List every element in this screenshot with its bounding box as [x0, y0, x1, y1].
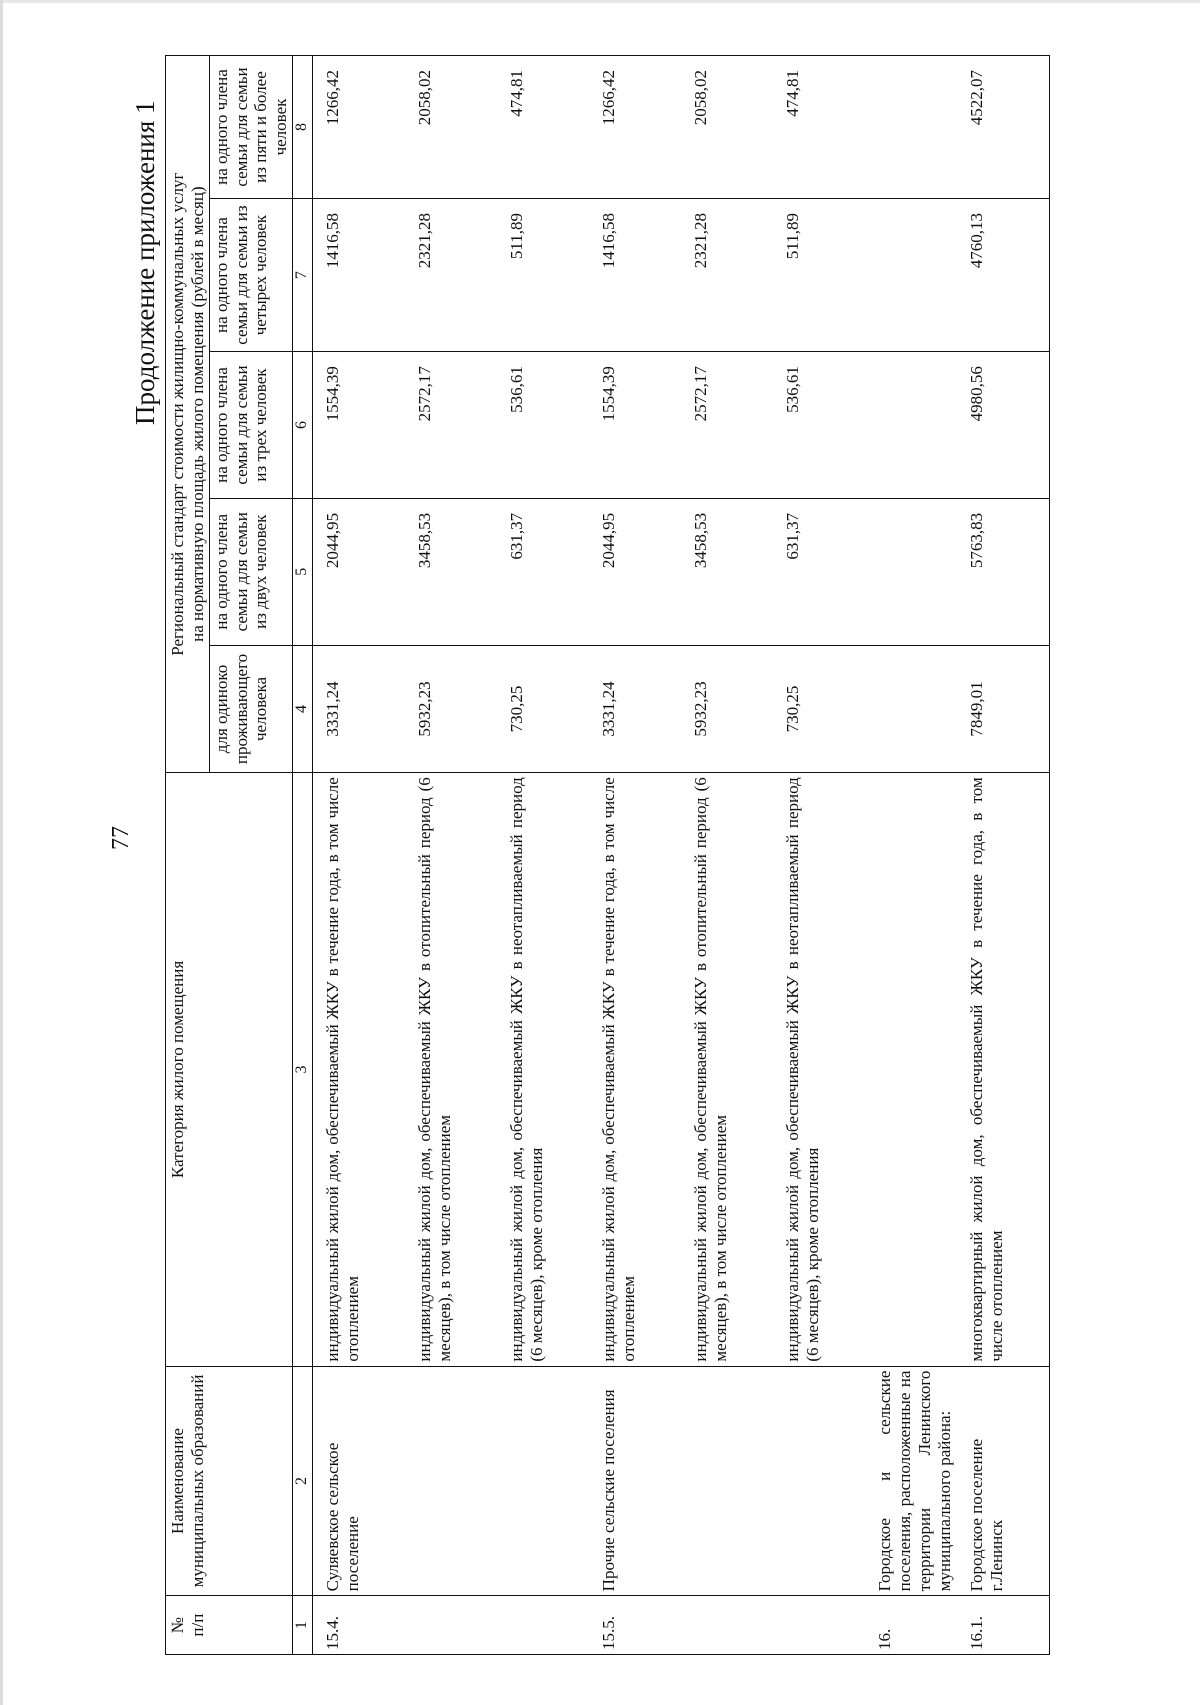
- row-value-two: 3458,53: [405, 498, 497, 645]
- header-index: 2: [293, 1366, 312, 1596]
- row-value-three: 1554,39: [312, 352, 405, 499]
- row-value-single: [865, 645, 957, 773]
- table-row: [589, 56, 681, 1655]
- row-value-five-plus: 2058,02: [681, 56, 773, 199]
- row-num: [681, 1596, 773, 1655]
- row-name: [405, 1366, 497, 1596]
- row-num: 16.1.: [957, 1596, 1050, 1655]
- header-sub-5: на одного члена семьи для семьи из пяти и более человек: [210, 56, 293, 199]
- header-row-top: [166, 56, 210, 1655]
- row-name: [681, 1366, 773, 1596]
- row-value-five-plus: 1266,42: [312, 56, 405, 199]
- header-category: Категория жилого помещения: [166, 773, 293, 1366]
- row-name: Городское и сельские поселения, расположенные на территории Ленинского муниципального района:: [865, 1366, 957, 1596]
- row-value-single: 7849,01: [957, 645, 1050, 773]
- header-sub-1: для одиноко проживающего человека: [210, 645, 293, 773]
- header-name: Наименование муниципальных образований: [166, 1366, 293, 1596]
- row-value-five-plus: 474,81: [497, 56, 589, 199]
- row-num: [773, 1596, 865, 1655]
- row-num: [497, 1596, 589, 1655]
- row-value-four: 511,89: [773, 199, 865, 352]
- table-row: [312, 56, 405, 1655]
- row-name: Суляевское сельское поселение: [312, 1366, 405, 1596]
- table-row: [405, 56, 497, 1655]
- row-value-four: 511,89: [497, 199, 589, 352]
- row-category: индивидуальный жилой дом, обеспечиваемый ЖКУ в неотапливаемый период (6 месяцев), кроме отопления: [773, 773, 865, 1366]
- table-row: [957, 56, 1050, 1655]
- row-category: многоквартирный жилой дом, обеспечиваемый ЖКУ в течение года, в том числе отоплением: [957, 773, 1050, 1366]
- header-index: 8: [293, 56, 312, 199]
- header-index: 3: [293, 773, 312, 1366]
- header-index: 6: [293, 352, 312, 499]
- header-sub-2: на одного члена семьи для семьи из двух человек: [210, 498, 293, 645]
- row-value-two: 631,37: [497, 498, 589, 645]
- row-value-four: 1416,58: [312, 199, 405, 352]
- row-value-four: 4760,13: [957, 199, 1050, 352]
- header-standard: Региональный стандарт стоимости жилищно-коммунальных услуг на нормативную площадь жилого помещения (рублей в месяц): [166, 56, 210, 773]
- row-value-single: 5932,23: [405, 645, 497, 773]
- row-value-single: 3331,24: [312, 645, 405, 773]
- row-value-five-plus: 1266,42: [589, 56, 681, 199]
- row-value-two: 3458,53: [681, 498, 773, 645]
- page-number: 77: [108, 826, 134, 850]
- row-category: индивидуальный жилой дом, обеспечиваемый ЖКУ в течение года, в том числе отоплением: [312, 773, 405, 1366]
- header-index: 5: [293, 498, 312, 645]
- header-index: 1: [293, 1596, 312, 1655]
- row-value-three: 536,61: [773, 352, 865, 499]
- row-value-three: 4980,56: [957, 352, 1050, 499]
- row-value-three: [865, 352, 957, 499]
- row-value-five-plus: 474,81: [773, 56, 865, 199]
- row-name: [497, 1366, 589, 1596]
- row-value-four: 2321,28: [405, 199, 497, 352]
- row-category: индивидуальный жилой дом, обеспечиваемый ЖКУ в отопительный период (6 месяцев), в том числе отоплением: [405, 773, 497, 1366]
- row-value-two: [865, 498, 957, 645]
- row-value-two: 631,37: [773, 498, 865, 645]
- row-value-three: 2572,17: [681, 352, 773, 499]
- row-value-four: [865, 199, 957, 352]
- continuation-label: Продолжение приложения 1: [130, 100, 160, 425]
- row-value-single: 3331,24: [589, 645, 681, 773]
- row-value-single: 730,25: [773, 645, 865, 773]
- row-value-single: 5932,23: [681, 645, 773, 773]
- row-value-single: 730,25: [497, 645, 589, 773]
- row-value-three: 536,61: [497, 352, 589, 499]
- table-row: [681, 56, 773, 1655]
- header-index: 7: [293, 199, 312, 352]
- row-value-five-plus: [865, 56, 957, 199]
- standard-cost-table: [165, 55, 1050, 1655]
- row-value-three: 2572,17: [405, 352, 497, 499]
- row-value-three: 1554,39: [589, 352, 681, 499]
- row-value-two: 5763,83: [957, 498, 1050, 645]
- row-value-two: 2044,95: [589, 498, 681, 645]
- header-index-row: [293, 56, 312, 1655]
- row-value-four: 1416,58: [589, 199, 681, 352]
- row-value-five-plus: 4522,07: [957, 56, 1050, 199]
- row-num: 15.4.: [312, 1596, 405, 1655]
- row-value-five-plus: 2058,02: [405, 56, 497, 199]
- header-index: 4: [293, 645, 312, 773]
- row-num: 15.5.: [589, 1596, 681, 1655]
- row-value-two: 2044,95: [312, 498, 405, 645]
- row-name: Прочие сельские поселения: [589, 1366, 681, 1596]
- row-name: Городское поселение г.Ленинск: [957, 1366, 1050, 1596]
- header-sub-3: на одного члена семьи для семьи из трех человек: [210, 352, 293, 499]
- header-sub-4: на одного члена семьи для семьи из четырех человек: [210, 199, 293, 352]
- row-num: [405, 1596, 497, 1655]
- row-category: [865, 773, 957, 1366]
- header-num: № п/п: [166, 1596, 293, 1655]
- row-num: 16.: [865, 1596, 957, 1655]
- table-row: [865, 56, 957, 1655]
- table-row: [773, 56, 865, 1655]
- row-category: индивидуальный жилой дом, обеспечиваемый ЖКУ в отопительный период (6 месяцев), в том числе отоплением: [681, 773, 773, 1366]
- row-category: индивидуальный жилой дом, обеспечиваемый ЖКУ в неотапливаемый период (6 месяцев), кроме отопления: [497, 773, 589, 1366]
- row-category: индивидуальный жилой дом, обеспечиваемый ЖКУ в течение года, в том числе отоплением: [589, 773, 681, 1366]
- row-value-four: 2321,28: [681, 199, 773, 352]
- row-name: [773, 1366, 865, 1596]
- table-row: [497, 56, 589, 1655]
